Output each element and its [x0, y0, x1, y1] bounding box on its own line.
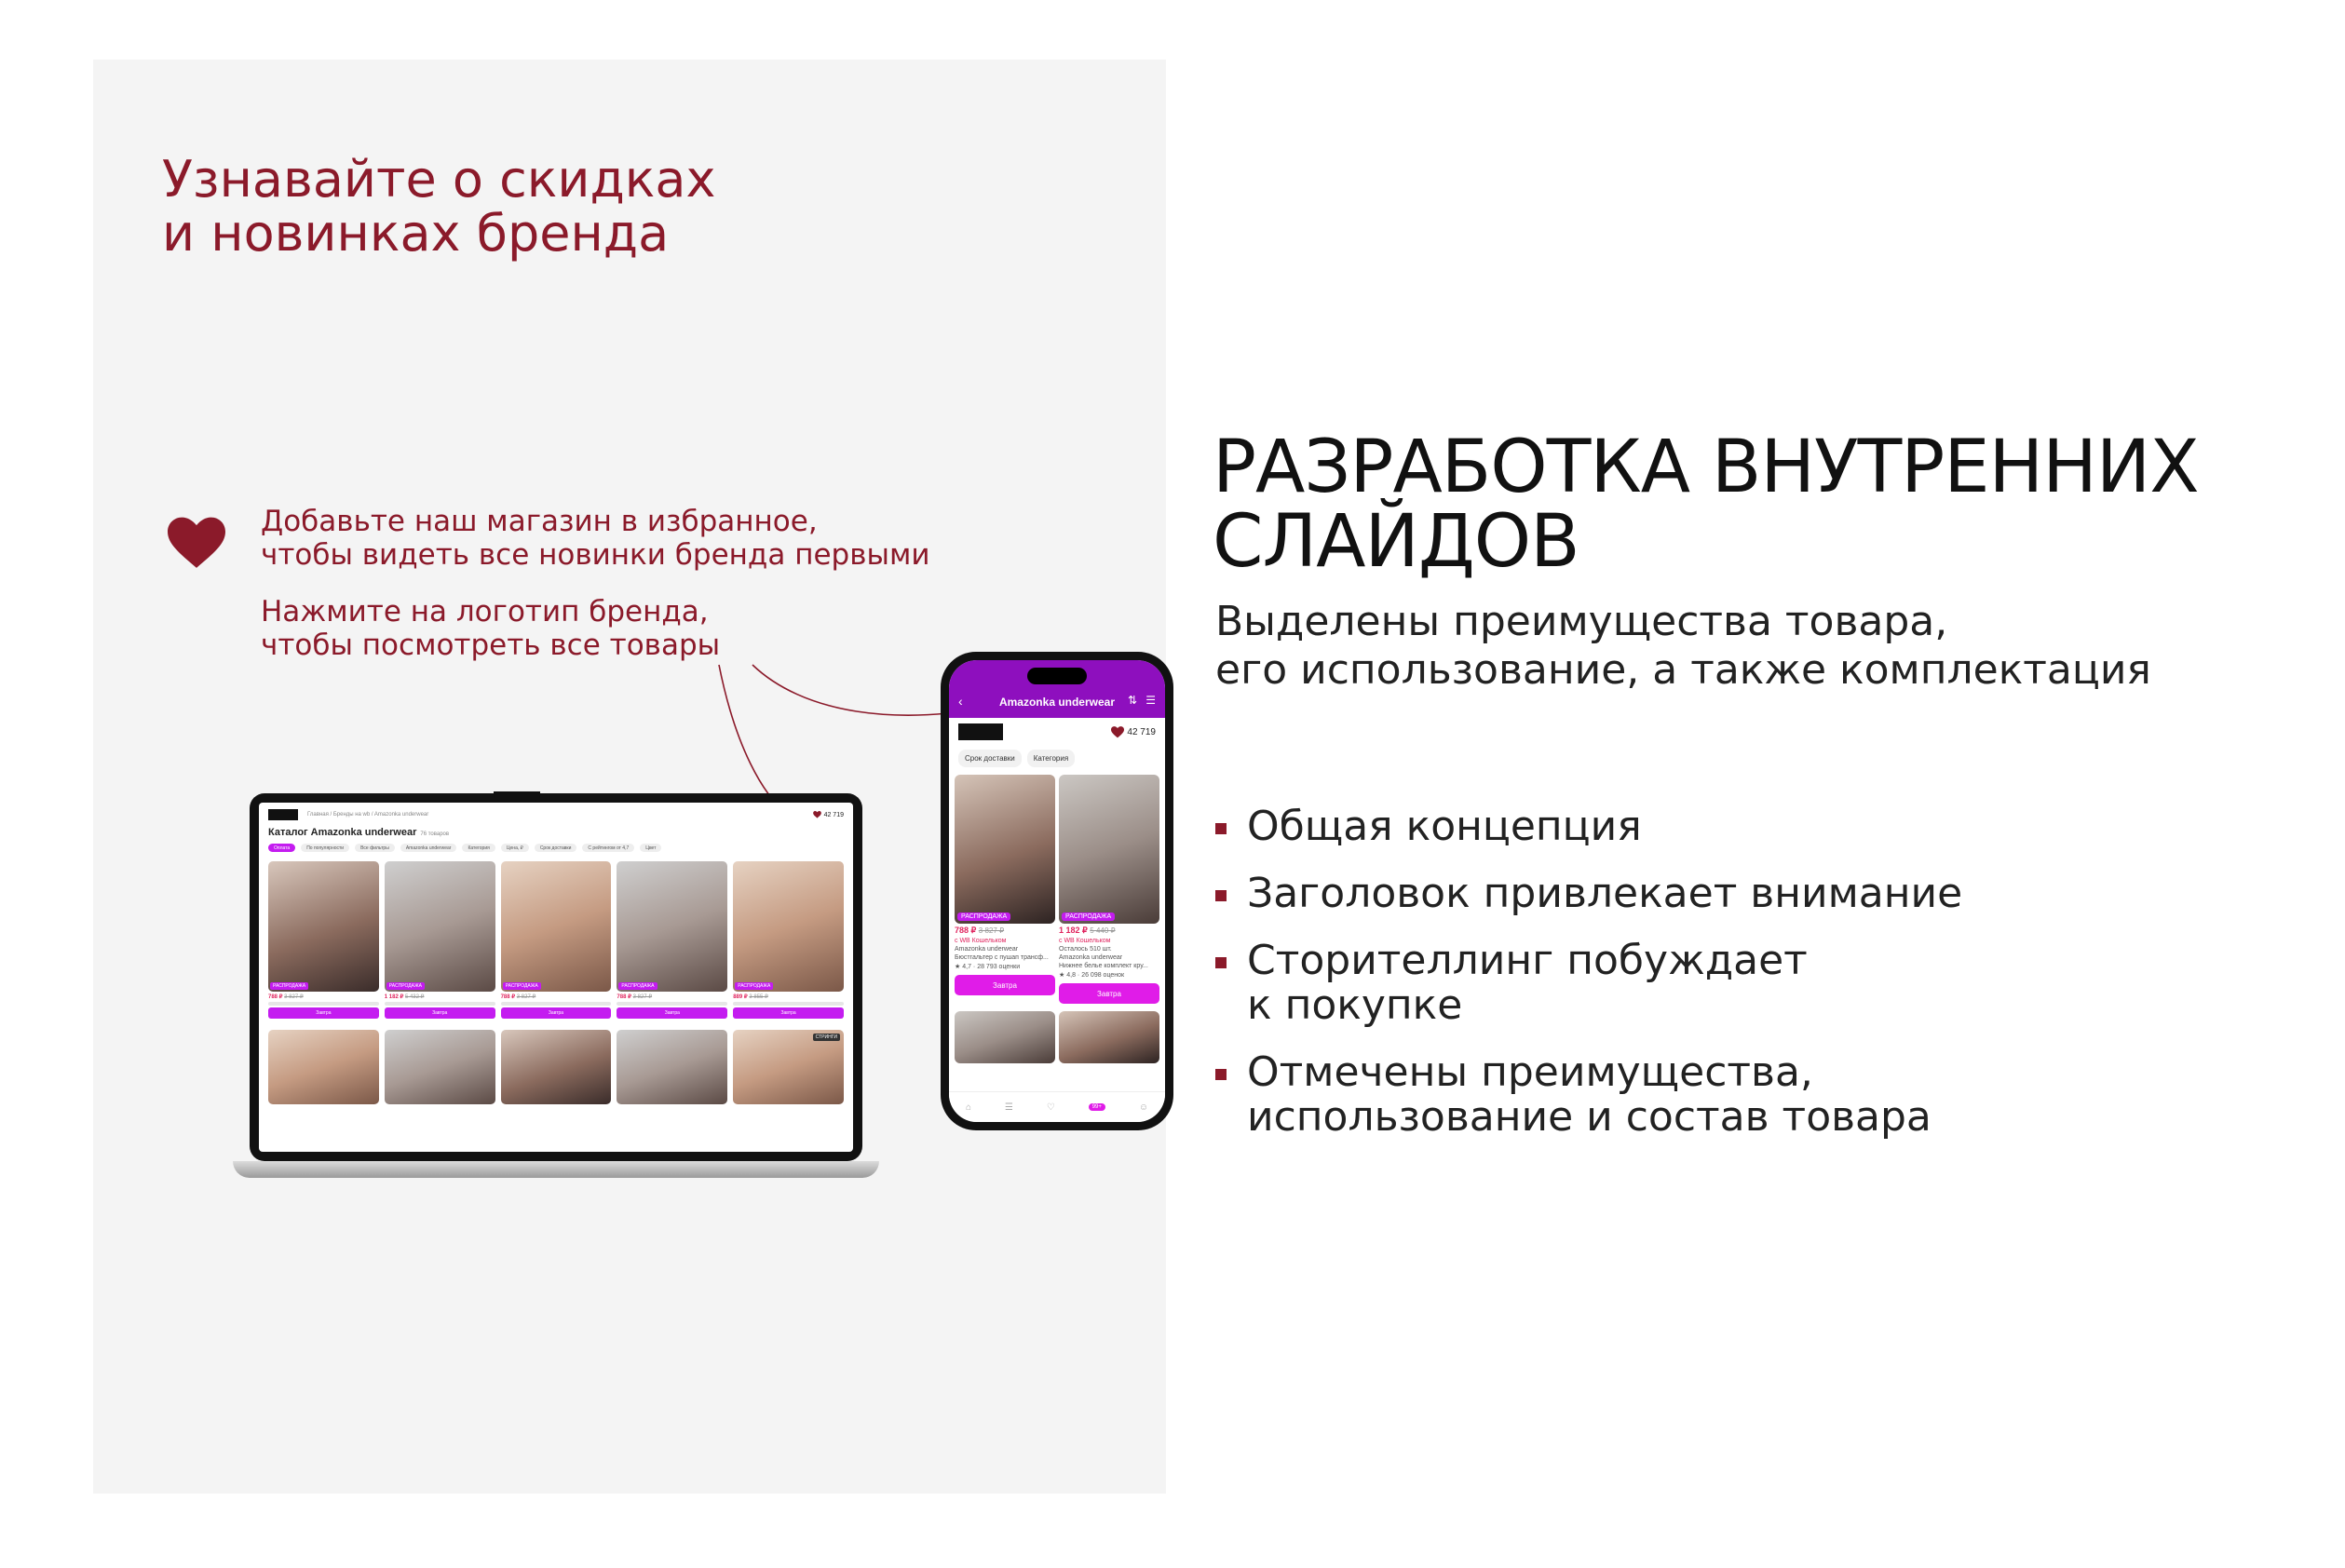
phone-title: Amazonka underwear — [998, 696, 1116, 709]
section-title-line: СЛАЙДОВ — [1213, 500, 1579, 584]
add-to-cart-button[interactable]: Завтра — [1059, 983, 1159, 1004]
heart-icon — [1111, 726, 1124, 738]
sale-badge: РАСПРОДАЖА — [618, 982, 657, 990]
category-badge: СТРИНГИ — [813, 1034, 840, 1041]
product-meta — [268, 1002, 379, 1006]
product-price — [955, 926, 1055, 936]
favorites-count: 42 719 — [1127, 726, 1156, 737]
product-photo[interactable] — [501, 861, 612, 992]
laptop-base — [233, 1161, 879, 1178]
price-old: 3 827 ₽ — [284, 994, 304, 1000]
feature-text: к покупке — [1247, 981, 1463, 1029]
sort-icon[interactable]: ⇅ — [1127, 694, 1137, 707]
cart-icon[interactable]: 99+ — [1089, 1103, 1105, 1111]
price-old: 5 440 ₽ — [1090, 926, 1116, 935]
add-to-cart-button[interactable]: Завтра — [385, 1007, 495, 1019]
brand-logo[interactable] — [958, 723, 1003, 740]
favorite-brand-button[interactable] — [813, 811, 844, 818]
product-price — [268, 994, 379, 1000]
product-card[interactable] — [617, 861, 727, 1019]
price-current: 788 ₽ — [955, 926, 977, 935]
product-meta — [501, 1002, 612, 1006]
product-photo[interactable] — [955, 1011, 1055, 1063]
product-grid-row-2 — [259, 1022, 853, 1112]
back-arrow-icon[interactable]: ‹ — [958, 694, 963, 709]
section-title-line: РАЗРАБОТКА ВНУТРЕННИХ — [1213, 426, 2199, 509]
price-current: 788 ₽ — [268, 994, 283, 1000]
section-subtitle — [1215, 598, 2324, 695]
product-price — [385, 994, 495, 1000]
favorites-count: 42 719 — [823, 811, 844, 818]
feature-item — [1215, 1050, 2286, 1140]
product-name: Бюстгальтер с пушап трансф... — [955, 954, 1049, 961]
catalog-icon[interactable]: ☰ — [1004, 1102, 1013, 1113]
price-old: 3 827 ₽ — [978, 926, 1005, 935]
feature-text: Общая концепция — [1247, 803, 1642, 850]
filter-chip[interactable]: Оплата — [268, 844, 295, 852]
bullet-icon — [1215, 1069, 1227, 1080]
product-photo[interactable] — [1059, 775, 1159, 924]
product-photo[interactable] — [733, 1030, 844, 1104]
laptop-topbar — [259, 803, 853, 827]
logo-hint-line: чтобы посмотреть все товары — [261, 629, 721, 662]
product-rating: ★ 4,7 · 28 793 оценки — [955, 964, 1021, 970]
slide-title-line: и новинках бренда — [162, 204, 670, 263]
sale-badge: РАСПРОДАЖА — [1062, 912, 1115, 921]
product-price — [617, 994, 727, 1000]
product-photo[interactable] — [733, 861, 844, 992]
laptop-display — [259, 803, 853, 1152]
product-photo[interactable] — [617, 861, 727, 992]
add-to-cart-button[interactable]: Завтра — [617, 1007, 727, 1019]
filter-chip[interactable]: Срок доставки — [535, 844, 577, 852]
feature-text: Заголовок привлекает внимание — [1247, 870, 1963, 917]
filter-chip[interactable]: Amazonka underwear — [400, 844, 457, 852]
product-meta — [385, 1002, 495, 1006]
product-photo[interactable] — [268, 861, 379, 992]
product-card[interactable] — [385, 861, 495, 1019]
add-to-cart-button[interactable]: Завтра — [501, 1007, 612, 1019]
product-meta — [617, 1002, 727, 1006]
catalog-title: Каталог Amazonka underwear — [268, 827, 417, 838]
reviews-count: 28 793 оценки — [977, 964, 1021, 970]
filter-chip[interactable]: Срок доставки — [958, 750, 1022, 767]
reviews-count: 26 098 оценок — [1081, 972, 1125, 979]
product-brand: Amazonka underwear — [955, 946, 1019, 953]
favorite-hint-line: Добавьте наш магазин в избранное, — [261, 505, 818, 538]
product-photo[interactable] — [385, 1030, 495, 1104]
product-brand: Amazonka underwear — [1059, 954, 1123, 961]
phone-product-grid-row-2 — [949, 1007, 1165, 1067]
filter-chip[interactable]: Цена, ₽ — [501, 844, 529, 852]
section-subtitle-line: Выделены преимущества товара, — [1215, 598, 1948, 645]
product-card[interactable] — [268, 861, 379, 1019]
filter-chip[interactable]: Все фильтры — [355, 844, 395, 852]
filter-chip[interactable]: Категория — [462, 844, 495, 852]
catalog-count: 76 товаров — [420, 831, 450, 837]
laptop-notch — [494, 791, 540, 801]
price-current: 1 182 ₽ — [1059, 926, 1088, 935]
feature-item — [1215, 804, 2286, 849]
dynamic-island — [1027, 668, 1087, 684]
heart-icon — [813, 811, 821, 818]
phone-screen — [949, 660, 1165, 1122]
product-meta — [733, 1002, 844, 1006]
sale-badge: РАСПРОДАЖА — [503, 982, 541, 990]
product-card[interactable] — [501, 861, 612, 1019]
product-photo[interactable] — [617, 1030, 727, 1104]
laptop-screen — [250, 793, 862, 1161]
filter-chip[interactable]: По популярности — [301, 844, 349, 852]
filter-bar — [259, 838, 853, 858]
price-old: 3 827 ₽ — [632, 994, 653, 1000]
product-photo[interactable] — [268, 1030, 379, 1104]
sale-badge: РАСПРОДАЖА — [386, 982, 425, 990]
feature-item — [1215, 939, 2286, 1028]
phone-tab-bar — [949, 1091, 1165, 1122]
breadcrumb[interactable]: Главная / Бренды на wb / Amazonka underwear — [307, 812, 429, 818]
feature-item — [1215, 872, 2286, 916]
product-card[interactable] — [1059, 775, 1159, 1004]
catalog-heading — [259, 827, 853, 838]
filter-chip[interactable]: Категория — [1027, 750, 1075, 767]
price-current: 889 ₽ — [733, 994, 748, 1000]
price-current: 788 ₽ — [500, 994, 516, 1000]
add-to-cart-button[interactable]: Завтра — [955, 975, 1055, 995]
sale-badge: РАСПРОДАЖА — [735, 982, 773, 990]
product-photo[interactable] — [385, 861, 495, 992]
profile-icon[interactable]: ☺ — [1138, 1102, 1149, 1113]
phone-header — [949, 660, 1165, 718]
product-price — [1059, 926, 1159, 936]
price-old: 3 827 ₽ — [516, 994, 536, 1000]
section-title — [1213, 426, 2311, 584]
price-old: 5 432 ₽ — [404, 994, 425, 1000]
price-old: 3 855 ₽ — [749, 994, 768, 1000]
bullet-icon — [1215, 890, 1227, 901]
product-name: Нижнее белье комплект кру... — [1059, 963, 1148, 969]
sale-badge: РАСПРОДАЖА — [957, 912, 1010, 921]
feature-text: Сторителлинг побуждает — [1247, 937, 1808, 984]
filter-icon[interactable]: ☰ — [1145, 694, 1156, 707]
favorite-brand-button[interactable] — [1111, 726, 1156, 738]
home-icon[interactable]: ⌂ — [965, 1102, 971, 1113]
bullet-icon — [1215, 823, 1227, 834]
product-photo[interactable] — [501, 1030, 612, 1104]
feature-text: Отмечены преимущества, — [1247, 1048, 1813, 1096]
features-list — [1215, 804, 2286, 1162]
product-rating: ★ 4,8 · 26 098 оценок — [1059, 972, 1125, 979]
phone-product-grid — [949, 771, 1165, 1007]
price-current: 788 ₽ — [617, 994, 631, 1000]
rating-value: 4,8 — [1066, 972, 1076, 979]
filter-chip[interactable]: Цвет — [640, 844, 661, 852]
product-price — [733, 994, 844, 1000]
phone-filter-chips — [949, 746, 1165, 771]
product-price — [501, 994, 612, 1000]
wallet-note: с WB Кошельком — [1059, 938, 1111, 944]
add-to-cart-button[interactable]: Завтра — [268, 1007, 379, 1019]
section-subtitle-line: его использование, а также комплектация — [1215, 646, 2151, 694]
add-to-cart-button[interactable]: Завтра — [733, 1007, 844, 1019]
product-card[interactable] — [733, 861, 844, 1019]
stock-note: Осталось 510 шт. — [1059, 946, 1112, 953]
slide-panel — [93, 60, 1166, 1494]
price-current: 1 182 ₽ — [384, 994, 404, 1000]
sale-badge: РАСПРОДАЖА — [270, 982, 308, 990]
logo-hint-line: Нажмите на логотип бренда, — [261, 595, 709, 629]
product-grid — [259, 858, 853, 1022]
favorite-hint-line: чтобы видеть все новинки бренда первыми — [261, 538, 930, 572]
favorites-icon[interactable]: ♡ — [1046, 1102, 1055, 1113]
product-photo[interactable] — [955, 775, 1055, 924]
wallet-note: с WB Кошельком — [955, 938, 1007, 944]
filter-chip[interactable]: С рейтингом от 4,7 — [582, 844, 634, 852]
phone-mockup — [941, 652, 1173, 1130]
rating-value: 4,7 — [962, 964, 971, 970]
feature-text: использование и состав товара — [1247, 1093, 1932, 1141]
brand-bar — [949, 718, 1165, 746]
slide-title-line: Узнавайте о скидках — [162, 150, 716, 209]
laptop-mockup — [233, 793, 879, 1223]
brand-logo[interactable] — [268, 809, 298, 820]
product-card[interactable] — [955, 775, 1055, 1004]
bullet-icon — [1215, 957, 1227, 968]
product-photo[interactable] — [1059, 1011, 1159, 1063]
